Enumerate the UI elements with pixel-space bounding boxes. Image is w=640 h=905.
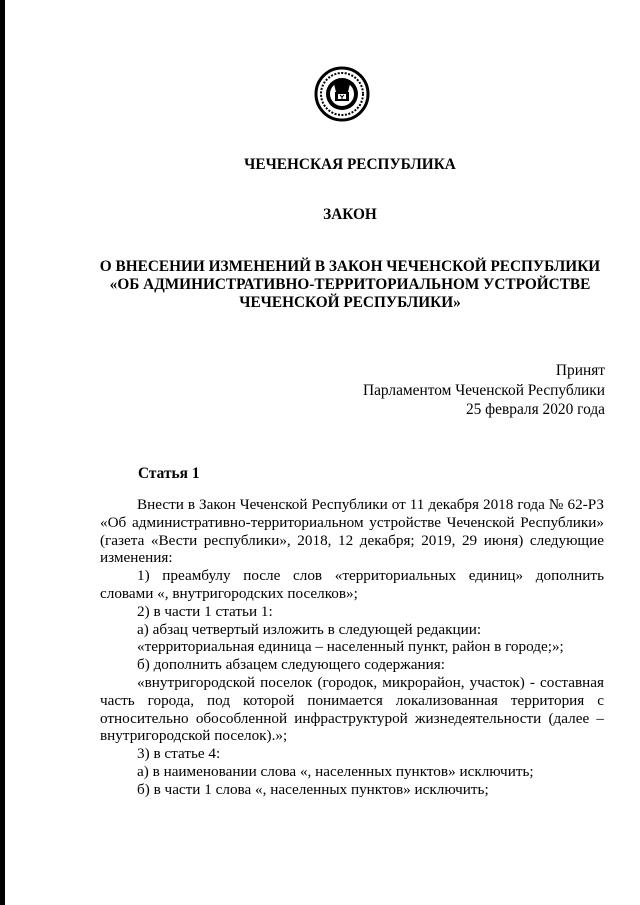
law-title xyxy=(60,258,640,312)
adoption-date: 25 февраля 2020 года xyxy=(465,401,605,418)
paragraph: «территориальная единица – населенный пункт, район в городе;»; xyxy=(137,638,564,656)
paragraph: 2) в части 1 статьи 1: xyxy=(137,602,273,620)
paragraph: а) в наименовании слова «, населенных пунктов» исключить; xyxy=(137,762,534,780)
coat-of-arms-emblem xyxy=(314,66,370,122)
law-title-line: ЧЕЧЕНСКОЙ РЕСПУБЛИКИ» xyxy=(239,294,461,311)
article-title: Статья 1 xyxy=(138,465,200,482)
paragraph: Внести в Закон Чеченской Республики от 11 декабря 2018 года № 62-РЗ «Об административно-территориальном устройстве Чеченской Республики» (газета «Вести республики», 2018, 12 декабря; 2019, 29 июня) следующие изменения: xyxy=(100,496,604,567)
republic-heading: ЧЕЧЕНСКАЯ РЕСПУБЛИКА xyxy=(244,156,456,173)
scan-edge xyxy=(0,0,5,905)
paragraph: «внутригородской поселок (городок, микрорайон, участок) - составная часть города, под которой понимается локализованная территория с относительно обособленной инфраструктурой жизнедеятельности (далее – внутригородской поселок).»; xyxy=(100,673,604,745)
law-heading: ЗАКОН xyxy=(323,206,377,223)
paragraph: 1) преамбулу после слов «территориальных единиц» дополнить словами «, внутригородских поселков»; xyxy=(100,567,604,602)
paragraph: б) в части 1 слова «, населенных пунктов» исключить; xyxy=(137,780,489,798)
adoption-line: Принят xyxy=(555,362,605,379)
adoption-line: Парламентом Чеченской Республики xyxy=(362,381,605,399)
paragraph: а) абзац четвертый изложить в следующей редакции: xyxy=(137,620,482,638)
article-body xyxy=(100,496,604,799)
law-title-line: «ОБ АДМИНИСТРАТИВНО-ТЕРРИТОРИАЛЬНОМ УСТРОЙСТВЕ xyxy=(109,276,591,293)
adoption-block xyxy=(363,361,605,420)
paragraph: 3) в статье 4: xyxy=(137,745,221,763)
paragraph: б) дополнить абзацем следующего содержания: xyxy=(137,656,445,674)
law-title-line: О ВНЕСЕНИИ ИЗМЕНЕНИЙ В ЗАКОН ЧЕЧЕНСКОЙ РЕСПУБЛИКИ xyxy=(99,258,601,275)
